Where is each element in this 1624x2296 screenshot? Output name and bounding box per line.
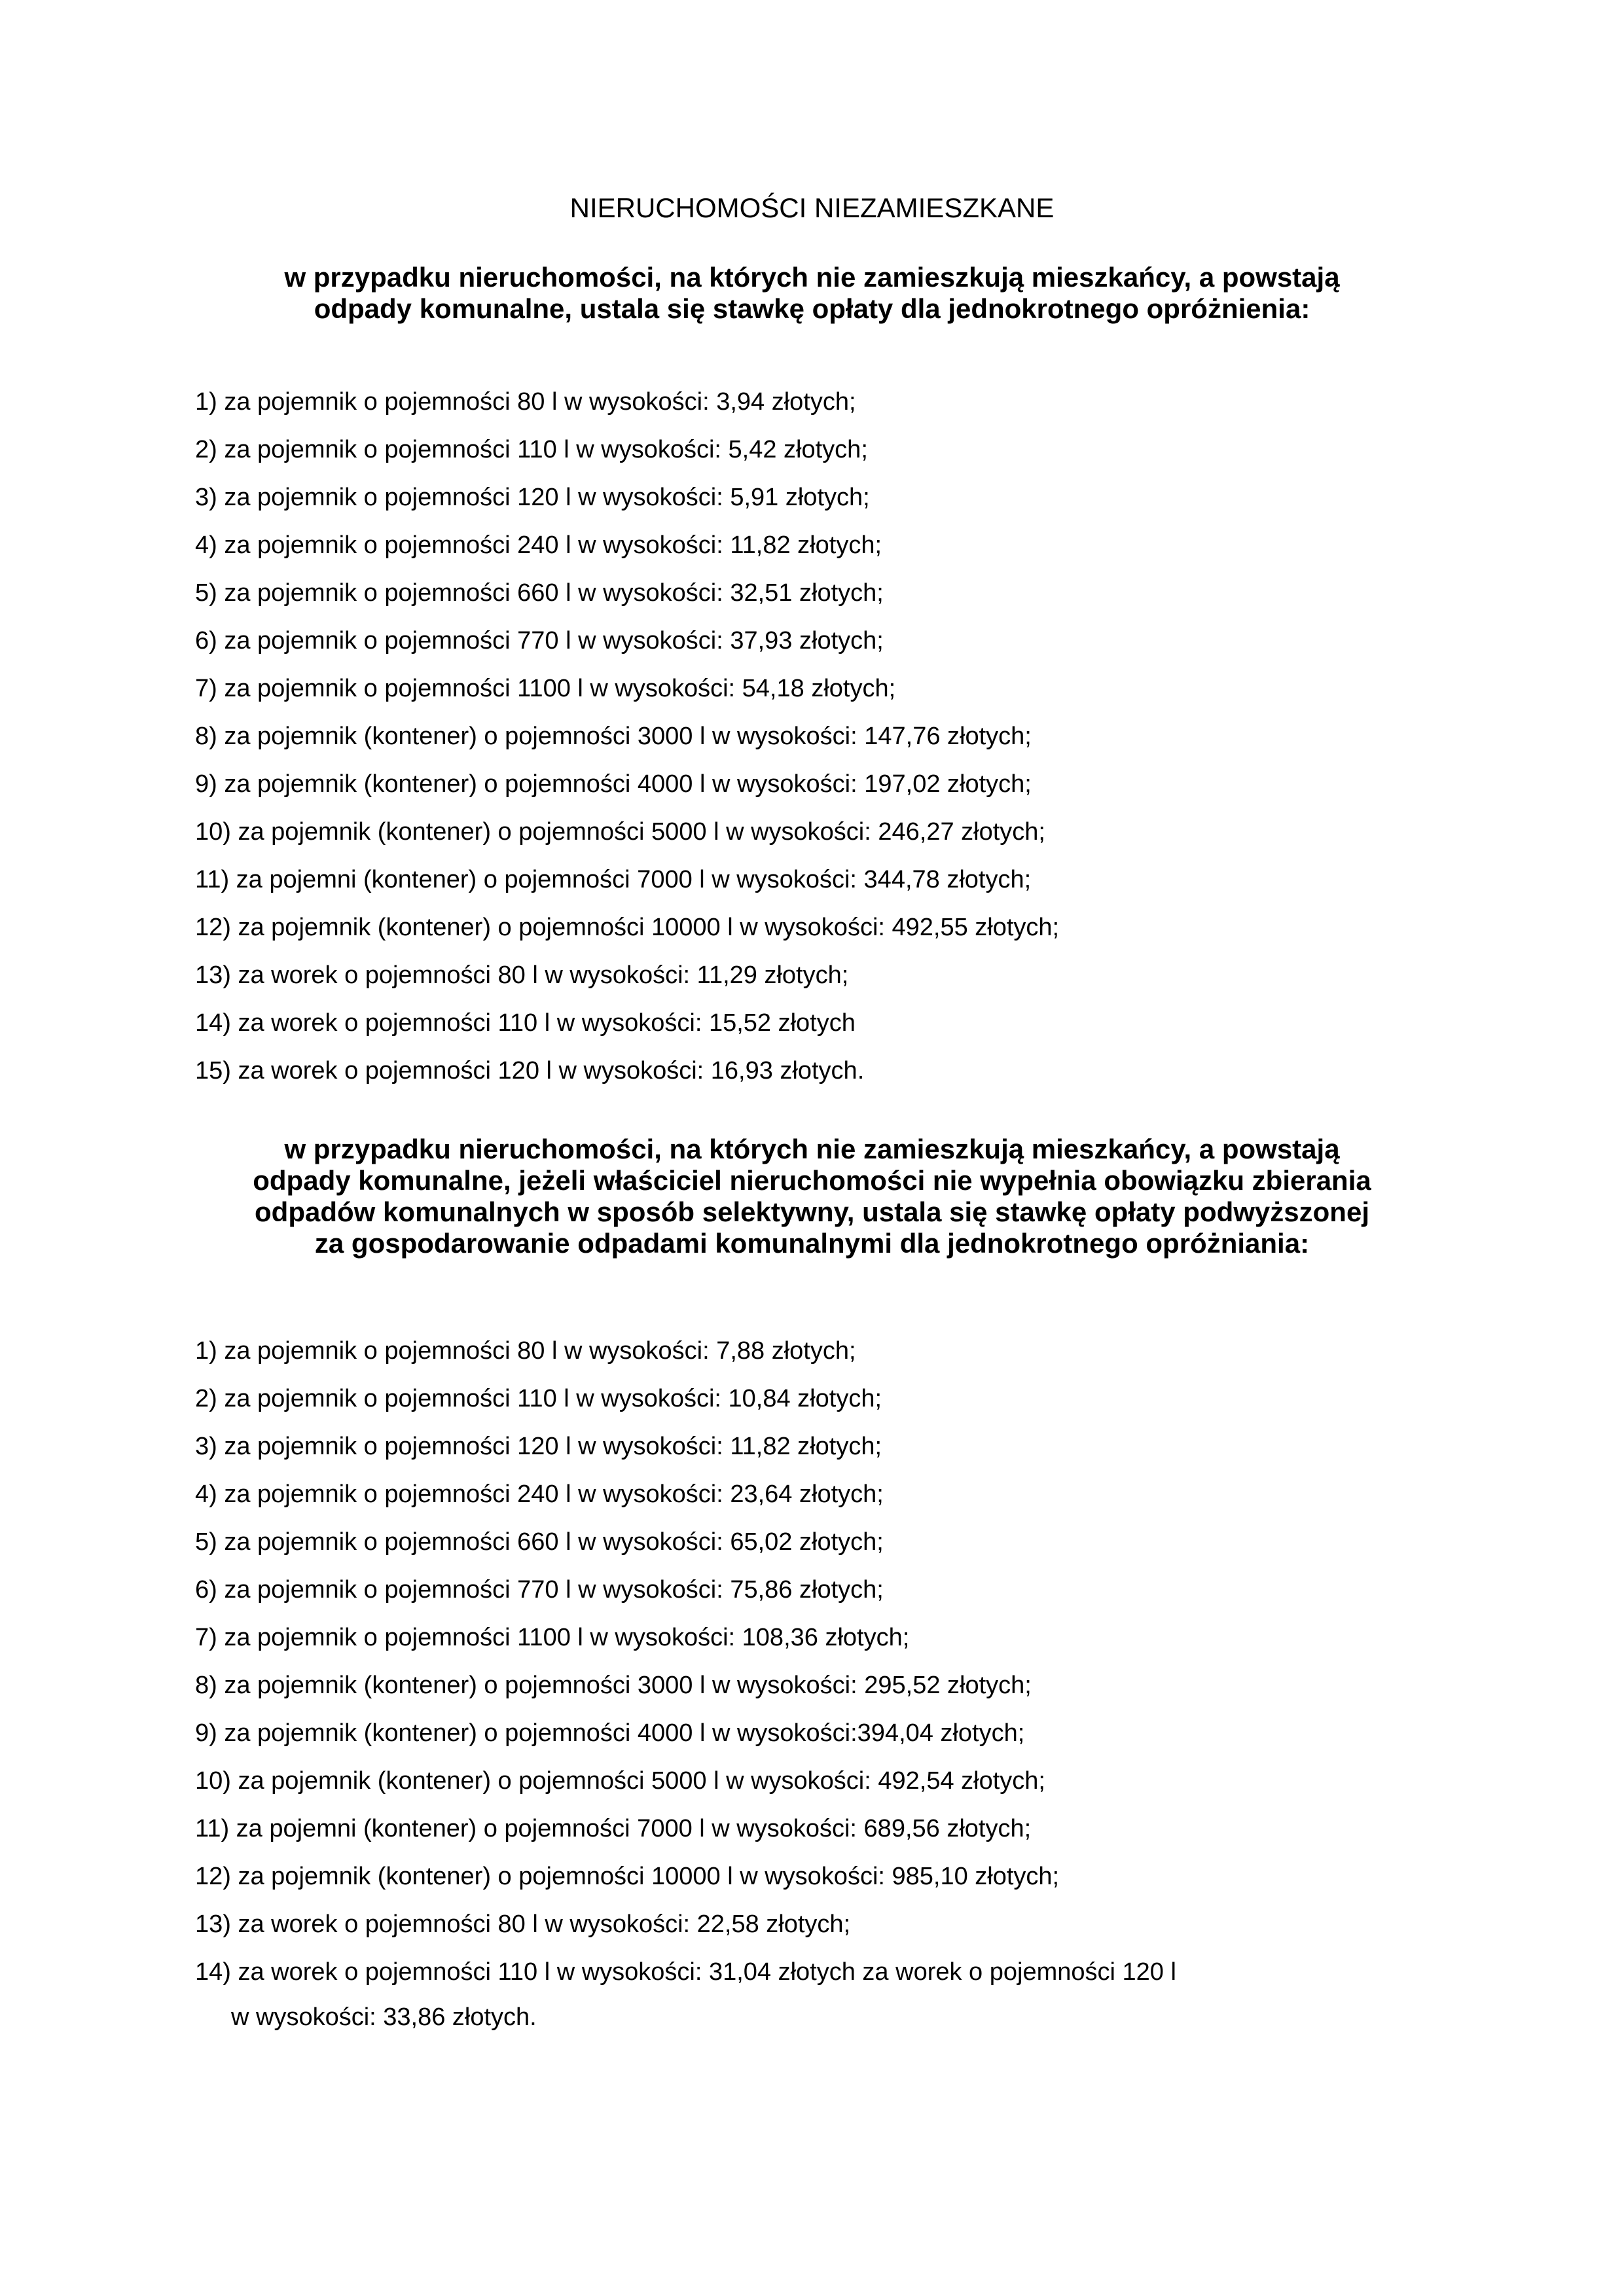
section-1-heading-line: odpady komunalne, ustala się stawkę opłaty dla jednokrotnego opróżnienia: [314,293,1310,324]
page-title: NIERUCHOMOŚCI NIEZAMIESZKANE [569,192,1055,223]
rate-item: 10) za pojemnik (kontener) o pojemności 5000 l w wysokości: 246,27 złotych; [195,818,1045,846]
section-2-heading-line: odpady komunalne, jeżeli właściciel nieruchomości nie wypełnia obowiązku zbierania [253,1165,1371,1196]
rate-item: 5) za pojemnik o pojemności 660 l w wysokości: 32,51 złotych; [195,579,884,607]
rate-item: 12) za pojemnik (kontener) o pojemności 10000 l w wysokości: 492,55 złotych; [195,914,1060,941]
section-1-rate-list [195,378,1059,1095]
rate-item: 11) za pojemni (kontener) o pojemności 7000 l w wysokości: 689,56 złotych; [195,1815,1032,1842]
rate-item: 7) za pojemnik o pojemności 1100 l w wysokości: 108,36 złotych; [195,1624,910,1651]
rate-item: 2) za pojemnik o pojemności 110 l w wysokości: 5,42 złotych; [195,436,868,463]
rate-item: 6) za pojemnik o pojemności 770 l w wysokości: 75,86 złotych; [195,1576,884,1604]
rate-item: 9) za pojemnik (kontener) o pojemności 4000 l w wysokości: 197,02 złotych; [195,770,1032,798]
section-2-rate-list [195,1327,1176,1996]
rate-item-continuation: w wysokości: 33,86 złotych. [231,2003,537,2031]
rate-item: 11) za pojemni (kontener) o pojemności 7000 l w wysokości: 344,78 złotych; [195,866,1032,893]
rate-item: 1) za pojemnik o pojemności 80 l w wysokości: 7,88 złotych; [195,1337,856,1365]
rate-item: 12) za pojemnik (kontener) o pojemności 10000 l w wysokości: 985,10 złotych; [195,1863,1060,1890]
section-2-heading-line: za gospodarowanie odpadami komunalnymi dla jednokrotnego opróżniania: [314,1228,1310,1259]
section-1-heading [131,262,1493,325]
rate-item: 4) za pojemnik o pojemności 240 l w wysokości: 23,64 złotych; [195,1480,884,1508]
rate-item: 8) za pojemnik (kontener) o pojemności 3000 l w wysokości: 295,52 złotych; [195,1672,1032,1699]
section-2-heading-line: odpadów komunalnych w sposób selektywny, ustala się stawkę opłaty podwyższonej [255,1196,1369,1227]
rate-item: 9) za pojemnik (kontener) o pojemności 4000 l w wysokości:394,04 złotych; [195,1719,1025,1747]
section-2-heading-line: w przypadku nieruchomości, na których nie zamieszkują mieszkańcy, a powstają [284,1134,1340,1164]
rate-item: 7) za pojemnik o pojemności 1100 l w wysokości: 54,18 złotych; [195,675,896,702]
rate-item: 1) za pojemnik o pojemności 80 l w wysokości: 3,94 złotych; [195,388,856,416]
rate-item: 14) za worek o pojemności 110 l w wysokości: 31,04 złotych za worek o pojemności 120 l [195,1958,1176,1986]
rate-item: 8) za pojemnik (kontener) o pojemności 3000 l w wysokości: 147,76 złotych; [195,723,1032,750]
rate-item: 13) za worek o pojemności 80 l w wysokości: 22,58 złotych; [195,1910,851,1938]
section-2-heading [131,1134,1493,1259]
rate-item: 14) za worek o pojemności 110 l w wysokości: 15,52 złotych [195,1009,856,1037]
rate-item: 4) za pojemnik o pojemności 240 l w wysokości: 11,82 złotych; [195,531,882,559]
rate-item: 6) za pojemnik o pojemności 770 l w wysokości: 37,93 złotych; [195,627,884,655]
rate-item: 13) za worek o pojemności 80 l w wysokości: 11,29 złotych; [195,961,849,989]
rate-item: 3) za pojemnik o pojemności 120 l w wysokości: 11,82 złotych; [195,1433,882,1460]
rate-item: 5) za pojemnik o pojemności 660 l w wysokości: 65,02 złotych; [195,1528,884,1556]
rate-item: 15) za worek o pojemności 120 l w wysokości: 16,93 złotych. [195,1057,865,1085]
rate-item: 10) za pojemnik (kontener) o pojemności 5000 l w wysokości: 492,54 złotych; [195,1767,1045,1795]
section-1-heading-line: w przypadku nieruchomości, na których nie zamieszkują mieszkańcy, a powstają [284,262,1340,293]
rate-item: 2) za pojemnik o pojemności 110 l w wysokości: 10,84 złotych; [195,1385,882,1412]
rate-item: 3) za pojemnik o pojemności 120 l w wysokości: 5,91 złotych; [195,484,870,511]
